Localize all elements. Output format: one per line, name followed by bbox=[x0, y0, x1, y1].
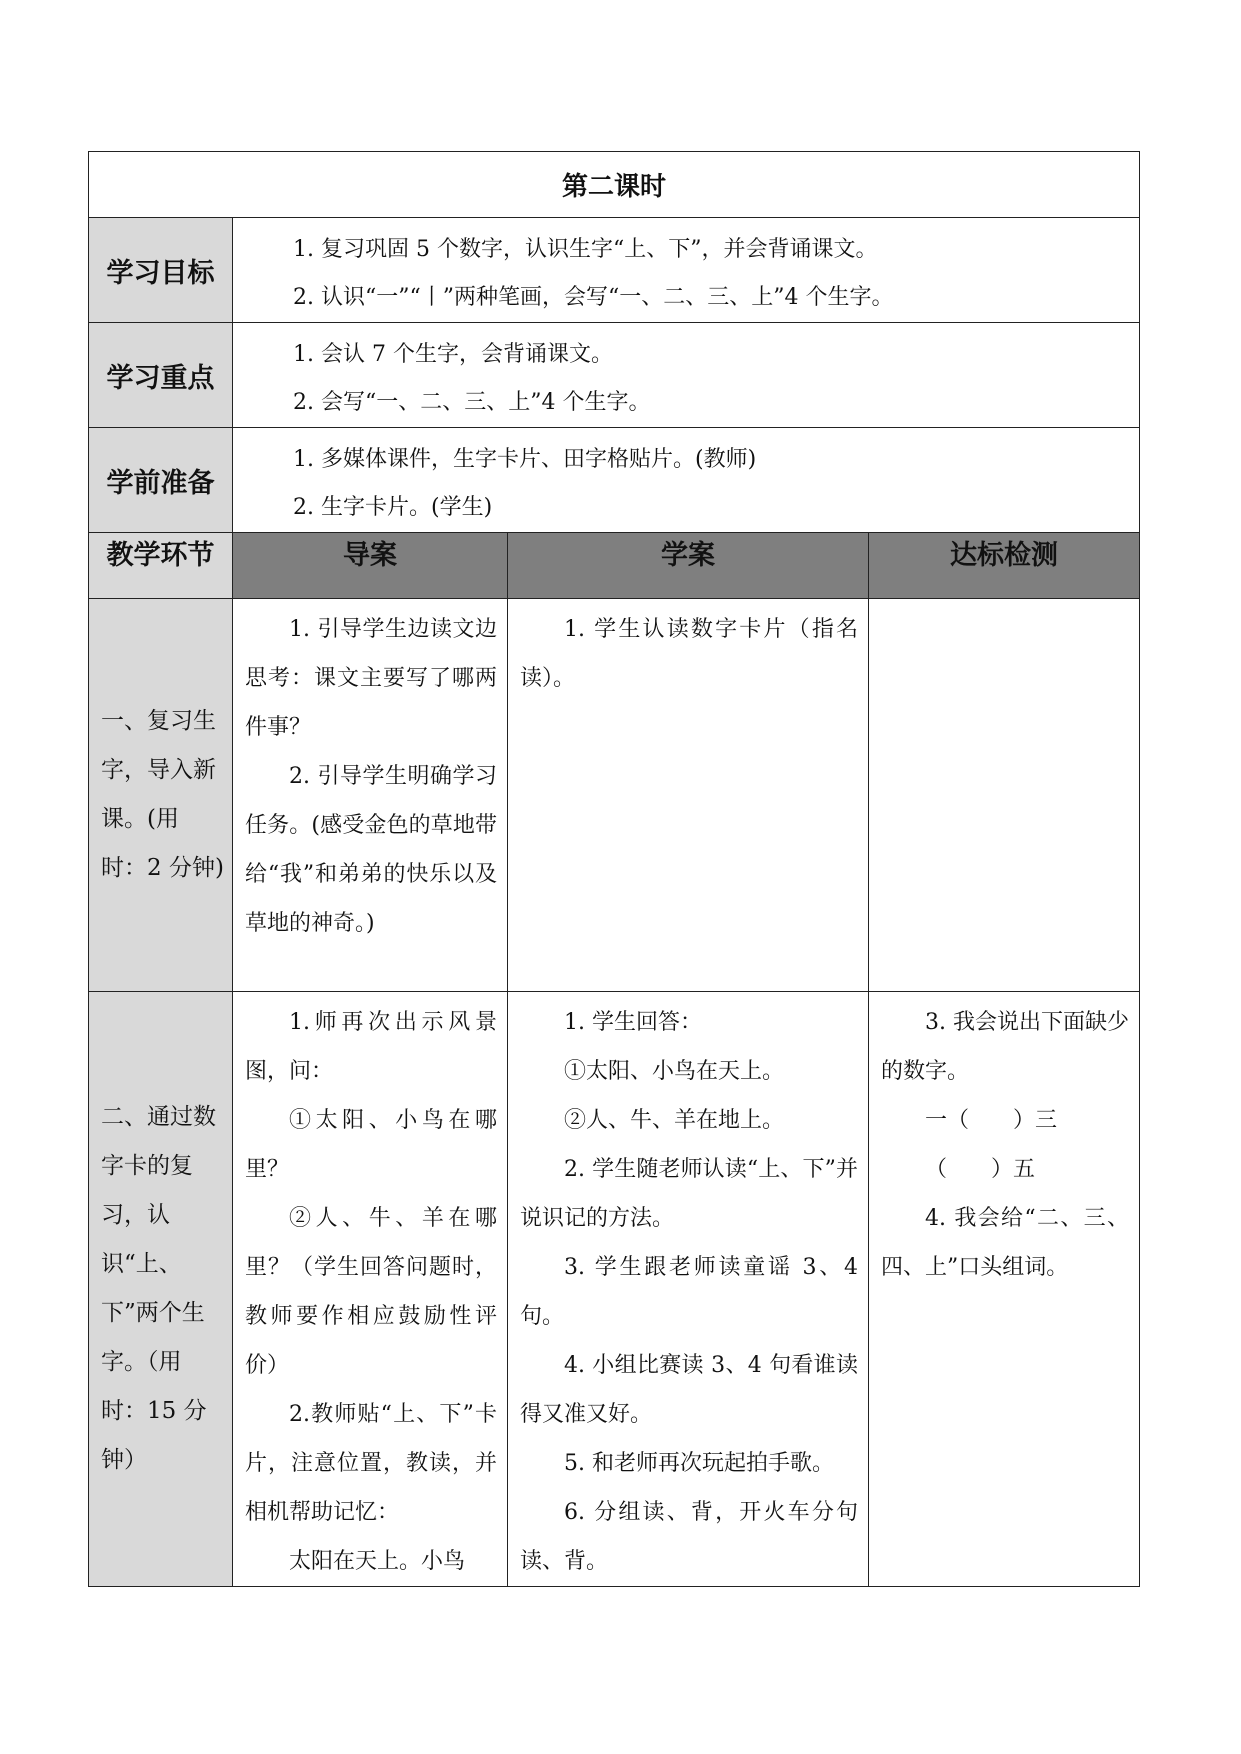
study-cell bbox=[508, 992, 869, 1587]
page-title: 第二课时 bbox=[89, 152, 1140, 218]
header-stage: 教学环节 bbox=[89, 533, 233, 599]
stage-name: 二、通过数字卡的复习，认识“上、下”两个生字。（用时：15 分钟） bbox=[89, 992, 233, 1587]
header-study: 学案 bbox=[508, 533, 869, 599]
key-point-line: 1. 会认 7 个生字，会背诵课文。 bbox=[293, 342, 613, 367]
header-check: 达标检测 bbox=[869, 533, 1140, 599]
guide-cell bbox=[233, 992, 508, 1587]
study-paragraph: 2. 学生随老师认读“上、下”并说识记的方法。 bbox=[520, 1157, 858, 1231]
header-guide: 导案 bbox=[233, 533, 508, 599]
preparation-line: 2. 生字卡片。(学生) bbox=[293, 495, 493, 520]
preparation-line: 1. 多媒体课件，生字卡片、田字格贴片。(教师) bbox=[293, 447, 757, 472]
check-paragraph: （ ）五 bbox=[925, 1157, 1036, 1182]
check-cell bbox=[869, 599, 1140, 992]
key-point-line: 2. 会写“一、二、三、上”4 个生字。 bbox=[293, 390, 651, 415]
check-paragraph: 一（ ）三 bbox=[925, 1108, 1058, 1133]
check-cell bbox=[869, 992, 1140, 1587]
preparation-content bbox=[233, 428, 1140, 533]
stage-row bbox=[89, 599, 1140, 992]
objective-line: 2. 认识“一”“丨”两种笔画，会写“一、二、三、上”4 个生字。 bbox=[293, 285, 894, 310]
guide-paragraph: 2.教师贴“上、下”卡片，注意位置，教读，并相机帮助记忆： bbox=[245, 1402, 497, 1525]
study-paragraph: 3. 学生跟老师读童谣 3、4 句。 bbox=[520, 1255, 858, 1329]
study-paragraph: 1. 学生认读数字卡片（指名读）。 bbox=[520, 617, 858, 691]
study-paragraph: ①太阳、小鸟在天上。 bbox=[564, 1059, 785, 1084]
study-paragraph: 1. 学生回答： bbox=[564, 1010, 702, 1035]
stage-row bbox=[89, 992, 1140, 1587]
check-paragraph: 3. 我会说出下面缺少的数字。 bbox=[881, 1010, 1130, 1084]
guide-paragraph: 2. 引导学生明确学习任务。(感受金色的草地带给“我”和弟弟的快乐以及草地的神奇。) bbox=[245, 764, 497, 936]
guide-paragraph: ①太阳、小鸟在哪里？ bbox=[245, 1108, 497, 1182]
guide-paragraph: ②人、牛、羊在哪里？（学生回答问题时，教师要作相应鼓励性评价） bbox=[245, 1206, 497, 1378]
lesson-plan-table bbox=[88, 151, 1140, 1587]
guide-paragraph: 太阳在天上。小鸟 bbox=[289, 1549, 466, 1574]
study-paragraph: 6. 分组读、背，开火车分句读、背。 bbox=[520, 1500, 858, 1574]
guide-paragraph: 1. 引导学生边读文边思考：课文主要写了哪两件事？ bbox=[245, 617, 497, 740]
objectives-label: 学习目标 bbox=[89, 218, 233, 323]
study-paragraph: 4. 小组比赛读 3、4 句看谁读得又准又好。 bbox=[520, 1353, 858, 1427]
preparation-label: 学前准备 bbox=[89, 428, 233, 533]
guide-cell bbox=[233, 599, 508, 992]
study-paragraph: ②人、牛、羊在地上。 bbox=[564, 1108, 785, 1133]
check-paragraph: 4. 我会给“二、三、四、上”口头组词。 bbox=[881, 1206, 1130, 1280]
study-paragraph: 5. 和老师再次玩起拍手歌。 bbox=[564, 1451, 834, 1476]
study-cell bbox=[508, 599, 869, 992]
key-points-content bbox=[233, 323, 1140, 428]
stage-name: 一、复习生字，导入新课。(用时：2 分钟) bbox=[89, 599, 233, 992]
key-points-label: 学习重点 bbox=[89, 323, 233, 428]
objectives-content bbox=[233, 218, 1140, 323]
objective-line: 1. 复习巩固 5 个数字，认识生字“上、下”，并会背诵课文。 bbox=[293, 237, 878, 262]
guide-paragraph: 1.师再次出示风景图，问： bbox=[245, 1010, 497, 1084]
